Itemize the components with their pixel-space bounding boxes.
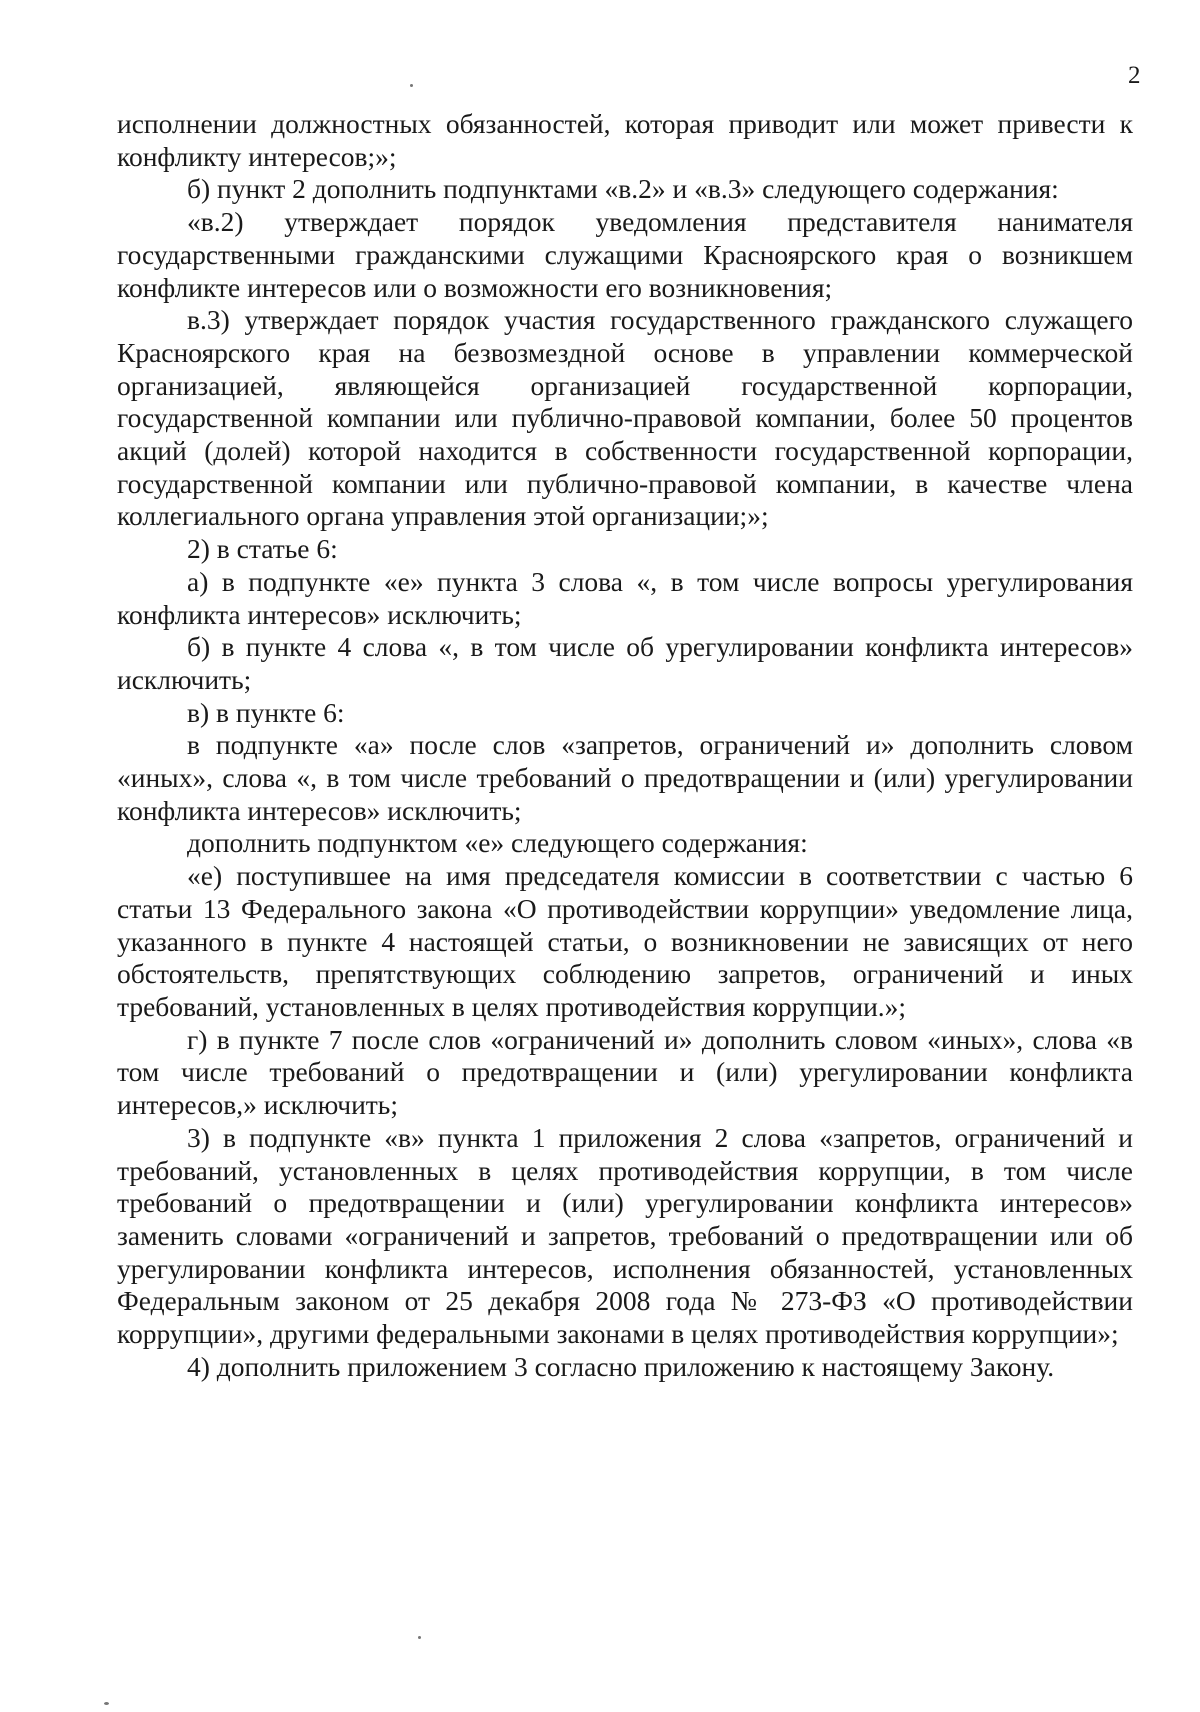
scan-speck (410, 84, 413, 87)
paragraph: дополнить подпунктом «е» следующего содержания: (187, 827, 808, 859)
document-body (117, 108, 1133, 1383)
paragraph: в подпункте «а» после слов «запретов, ограничений и» дополнить словом «иных», слова «, в том числе требований о предотвращении и (или) урегулировании конфликта интересов» исключить; (117, 729, 1133, 826)
paragraph: в.3) утверждает порядок участия государственного гражданского служащего Красноярского края на безвозмездной основе в управлении коммерческой организацией, являющейся организацией государственной корпорации, государственной компании или публично-правовой компании, более 50 процентов акций (долей) которой находится в собственности государственной корпорации, государственной компании или публично-правовой компании, в качестве члена коллегиального органа управления этой организации;»; (117, 304, 1133, 532)
paragraph: г) в пункте 7 после слов «ограничений и» дополнить словом «иных», слова «в том числе требований о предотвращении и (или) урегулировании конфликта интересов,» исключить; (117, 1023, 1133, 1121)
paragraph: б) в пункте 4 слова «, в том числе об урегулировании конфликта интересов» исключить; (117, 631, 1133, 695)
paragraph: 3) в подпункте «в» пункта 1 приложения 2 слова «запретов, ограничений и требований, установленных в целях противодействия коррупции, в том числе требований о предотвращении и (или) урегулировании конфликта интересов» заменить словами «ограничений и запретов, требований о предотвращении или об урегулировании конфликта интересов, исполнения обязанностей, установленных Федеральным законом от 25 декабря 2008 года № 273-ФЗ «О противодействии коррупции», другими федеральными законами в целях противодействия коррупции»; (117, 1121, 1133, 1350)
paragraph: 2) в статье 6: (187, 533, 338, 565)
paragraph: исполнении должностных обязанностей, которая приводит или может привести к конфликту интересов;»; (117, 108, 1133, 172)
scan-speck (104, 1702, 109, 1705)
paragraph: «в.2) утверждает порядок уведомления представителя нанимателя государственными гражданскими служащими Красноярского края о возникшем конфликте интересов или о возможности его возникновения; (117, 206, 1133, 303)
paragraph: в) в пункте 6: (187, 696, 345, 728)
paragraph: «е) поступившее на имя председателя комиссии в соответствии с частью 6 статьи 13 Федерального закона «О противодействии коррупции» уведомление лица, указанного в пункте 4 настоящей статьи, о возникновении не зависящих от него обстоятельств, препятствующих соблюдению запретов, ограничений и иных требований, установленных в целях противодействия коррупции.»; (117, 860, 1133, 1022)
paragraph: 4) дополнить приложением 3 согласно приложению к настоящему Закону. (187, 1350, 1055, 1382)
paragraph: а) в подпункте «е» пункта 3 слова «, в том числе вопросы урегулирования конфликта интересов» исключить; (117, 565, 1133, 630)
page-number: 2 (1128, 62, 1141, 89)
scan-speck (418, 1636, 421, 1639)
paragraph: б) пункт 2 дополнить подпунктами «в.2» и «в.3» следующего содержания: (187, 173, 1059, 205)
